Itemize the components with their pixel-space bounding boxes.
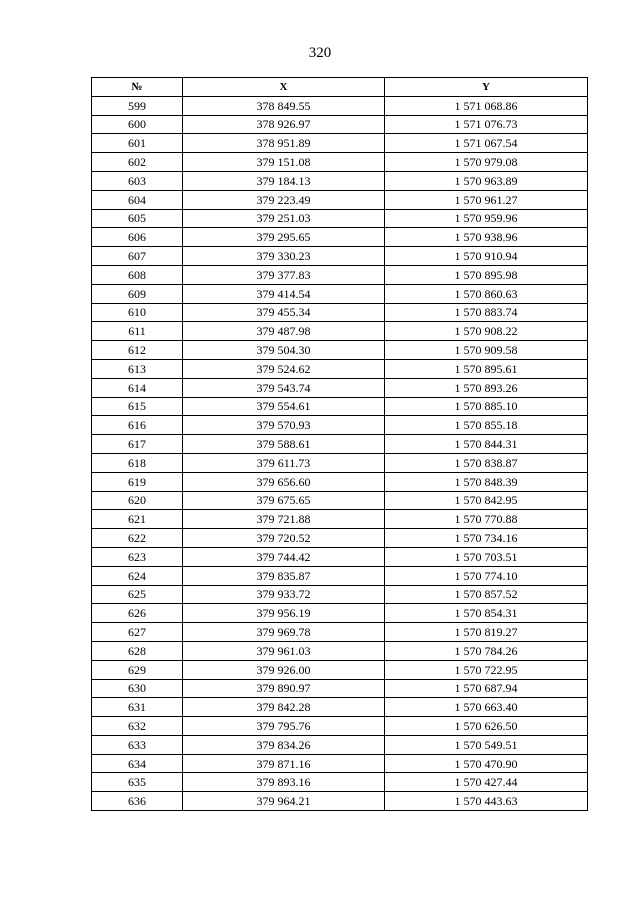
table-row: [92, 209, 588, 228]
cell-y: 1 570 687.94: [385, 679, 588, 698]
table-row: [92, 247, 588, 266]
cell-x: 379 721.88: [183, 510, 385, 529]
cell-x: 379 835.87: [183, 566, 385, 585]
cell-x: 379 611.73: [183, 453, 385, 472]
cell-number: 627: [92, 623, 183, 642]
cell-number: 600: [92, 115, 183, 134]
cell-y: 1 570 722.95: [385, 660, 588, 679]
table-row: [92, 754, 588, 773]
coordinates-table: [91, 77, 588, 811]
header-y: Y: [385, 78, 588, 97]
table-row: [92, 303, 588, 322]
table-row: [92, 153, 588, 172]
cell-y: 1 570 893.26: [385, 378, 588, 397]
cell-y: 1 571 068.86: [385, 96, 588, 115]
page-number: 320: [308, 45, 332, 61]
cell-number: 621: [92, 510, 183, 529]
table-row: [92, 529, 588, 548]
cell-y: 1 570 626.50: [385, 717, 588, 736]
header-number: №: [92, 78, 183, 97]
cell-x: 379 251.03: [183, 209, 385, 228]
cell-y: 1 570 860.63: [385, 284, 588, 303]
table-row: [92, 96, 588, 115]
cell-x: 379 377.83: [183, 265, 385, 284]
cell-number: 604: [92, 190, 183, 209]
cell-number: 624: [92, 566, 183, 585]
cell-number: 606: [92, 228, 183, 247]
cell-number: 603: [92, 171, 183, 190]
cell-y: 1 570 908.22: [385, 322, 588, 341]
cell-x: 379 151.08: [183, 153, 385, 172]
cell-y: 1 570 774.10: [385, 566, 588, 585]
cell-x: 379 961.03: [183, 641, 385, 660]
table-row: [92, 171, 588, 190]
cell-y: 1 570 734.16: [385, 529, 588, 548]
cell-x: 379 588.61: [183, 435, 385, 454]
table-row: [92, 566, 588, 585]
cell-x: 379 969.78: [183, 623, 385, 642]
cell-number: 632: [92, 717, 183, 736]
cell-number: 608: [92, 265, 183, 284]
cell-x: 379 656.60: [183, 472, 385, 491]
table-row: [92, 265, 588, 284]
cell-number: 623: [92, 547, 183, 566]
table-row: [92, 284, 588, 303]
cell-y: 1 570 895.61: [385, 359, 588, 378]
cell-y: 1 570 961.27: [385, 190, 588, 209]
cell-y: 1 570 857.52: [385, 585, 588, 604]
cell-number: 622: [92, 529, 183, 548]
cell-number: 612: [92, 341, 183, 360]
cell-y: 1 570 938.96: [385, 228, 588, 247]
cell-y: 1 570 959.96: [385, 209, 588, 228]
cell-y: 1 570 895.98: [385, 265, 588, 284]
table-row: [92, 491, 588, 510]
cell-number: 629: [92, 660, 183, 679]
table-row: [92, 547, 588, 566]
cell-y: 1 570 854.31: [385, 604, 588, 623]
cell-y: 1 571 076.73: [385, 115, 588, 134]
table-row: [92, 735, 588, 754]
table-row: [92, 228, 588, 247]
cell-x: 379 720.52: [183, 529, 385, 548]
cell-number: 605: [92, 209, 183, 228]
cell-x: 379 964.21: [183, 792, 385, 811]
cell-x: 379 184.13: [183, 171, 385, 190]
cell-number: 626: [92, 604, 183, 623]
cell-y: 1 570 910.94: [385, 247, 588, 266]
cell-x: 379 675.65: [183, 491, 385, 510]
cell-x: 379 223.49: [183, 190, 385, 209]
cell-y: 1 570 885.10: [385, 397, 588, 416]
cell-number: 635: [92, 773, 183, 792]
table-row: [92, 623, 588, 642]
table-row: [92, 453, 588, 472]
cell-number: 630: [92, 679, 183, 698]
table-row: [92, 585, 588, 604]
cell-y: 1 570 909.58: [385, 341, 588, 360]
table-row: [92, 792, 588, 811]
cell-y: 1 570 549.51: [385, 735, 588, 754]
cell-x: 379 543.74: [183, 378, 385, 397]
table-body: [92, 96, 588, 810]
cell-x: 379 893.16: [183, 773, 385, 792]
table-row: [92, 359, 588, 378]
cell-y: 1 570 883.74: [385, 303, 588, 322]
cell-y: 1 570 663.40: [385, 698, 588, 717]
cell-x: 379 554.61: [183, 397, 385, 416]
cell-y: 1 570 427.44: [385, 773, 588, 792]
cell-x: 378 849.55: [183, 96, 385, 115]
cell-x: 379 487.98: [183, 322, 385, 341]
cell-number: 619: [92, 472, 183, 491]
cell-number: 633: [92, 735, 183, 754]
cell-y: 1 570 819.27: [385, 623, 588, 642]
cell-x: 379 570.93: [183, 416, 385, 435]
cell-x: 379 414.54: [183, 284, 385, 303]
table-row: [92, 435, 588, 454]
cell-number: 607: [92, 247, 183, 266]
cell-x: 379 524.62: [183, 359, 385, 378]
table-header: [92, 78, 588, 97]
cell-number: 618: [92, 453, 183, 472]
cell-x: 379 834.26: [183, 735, 385, 754]
cell-x: 378 926.97: [183, 115, 385, 134]
table-row: [92, 472, 588, 491]
cell-number: 634: [92, 754, 183, 773]
cell-number: 610: [92, 303, 183, 322]
cell-x: 379 926.00: [183, 660, 385, 679]
table-row: [92, 115, 588, 134]
cell-number: 602: [92, 153, 183, 172]
cell-y: 1 570 770.88: [385, 510, 588, 529]
table-row: [92, 134, 588, 153]
table-row: [92, 322, 588, 341]
table-row: [92, 378, 588, 397]
table-row: [92, 773, 588, 792]
table-row: [92, 416, 588, 435]
cell-number: 616: [92, 416, 183, 435]
header-x: X: [183, 78, 385, 97]
cell-number: 628: [92, 641, 183, 660]
cell-x: 379 330.23: [183, 247, 385, 266]
cell-number: 601: [92, 134, 183, 153]
cell-number: 614: [92, 378, 183, 397]
cell-x: 379 455.34: [183, 303, 385, 322]
cell-x: 379 744.42: [183, 547, 385, 566]
cell-x: 378 951.89: [183, 134, 385, 153]
table-row: [92, 190, 588, 209]
cell-number: 609: [92, 284, 183, 303]
cell-number: 613: [92, 359, 183, 378]
cell-y: 1 570 784.26: [385, 641, 588, 660]
cell-y: 1 570 844.31: [385, 435, 588, 454]
table-row: [92, 717, 588, 736]
cell-number: 615: [92, 397, 183, 416]
cell-y: 1 570 848.39: [385, 472, 588, 491]
cell-y: 1 570 470.90: [385, 754, 588, 773]
table-row: [92, 341, 588, 360]
cell-number: 599: [92, 96, 183, 115]
table-row: [92, 397, 588, 416]
cell-number: 620: [92, 491, 183, 510]
cell-y: 1 570 838.87: [385, 453, 588, 472]
cell-number: 625: [92, 585, 183, 604]
cell-number: 631: [92, 698, 183, 717]
table-row: [92, 641, 588, 660]
cell-y: 1 570 842.95: [385, 491, 588, 510]
cell-y: 1 570 963.89: [385, 171, 588, 190]
cell-x: 379 504.30: [183, 341, 385, 360]
table-row: [92, 660, 588, 679]
cell-x: 379 795.76: [183, 717, 385, 736]
header-row: [92, 78, 588, 97]
cell-x: 379 871.16: [183, 754, 385, 773]
cell-y: 1 570 443.63: [385, 792, 588, 811]
cell-x: 379 890.97: [183, 679, 385, 698]
cell-x: 379 933.72: [183, 585, 385, 604]
cell-number: 636: [92, 792, 183, 811]
cell-y: 1 570 855.18: [385, 416, 588, 435]
cell-y: 1 570 979.08: [385, 153, 588, 172]
table-row: [92, 510, 588, 529]
cell-x: 379 295.65: [183, 228, 385, 247]
cell-y: 1 571 067.54: [385, 134, 588, 153]
cell-x: 379 956.19: [183, 604, 385, 623]
cell-number: 617: [92, 435, 183, 454]
table-row: [92, 698, 588, 717]
cell-number: 611: [92, 322, 183, 341]
cell-y: 1 570 703.51: [385, 547, 588, 566]
table-row: [92, 679, 588, 698]
table-row: [92, 604, 588, 623]
cell-x: 379 842.28: [183, 698, 385, 717]
